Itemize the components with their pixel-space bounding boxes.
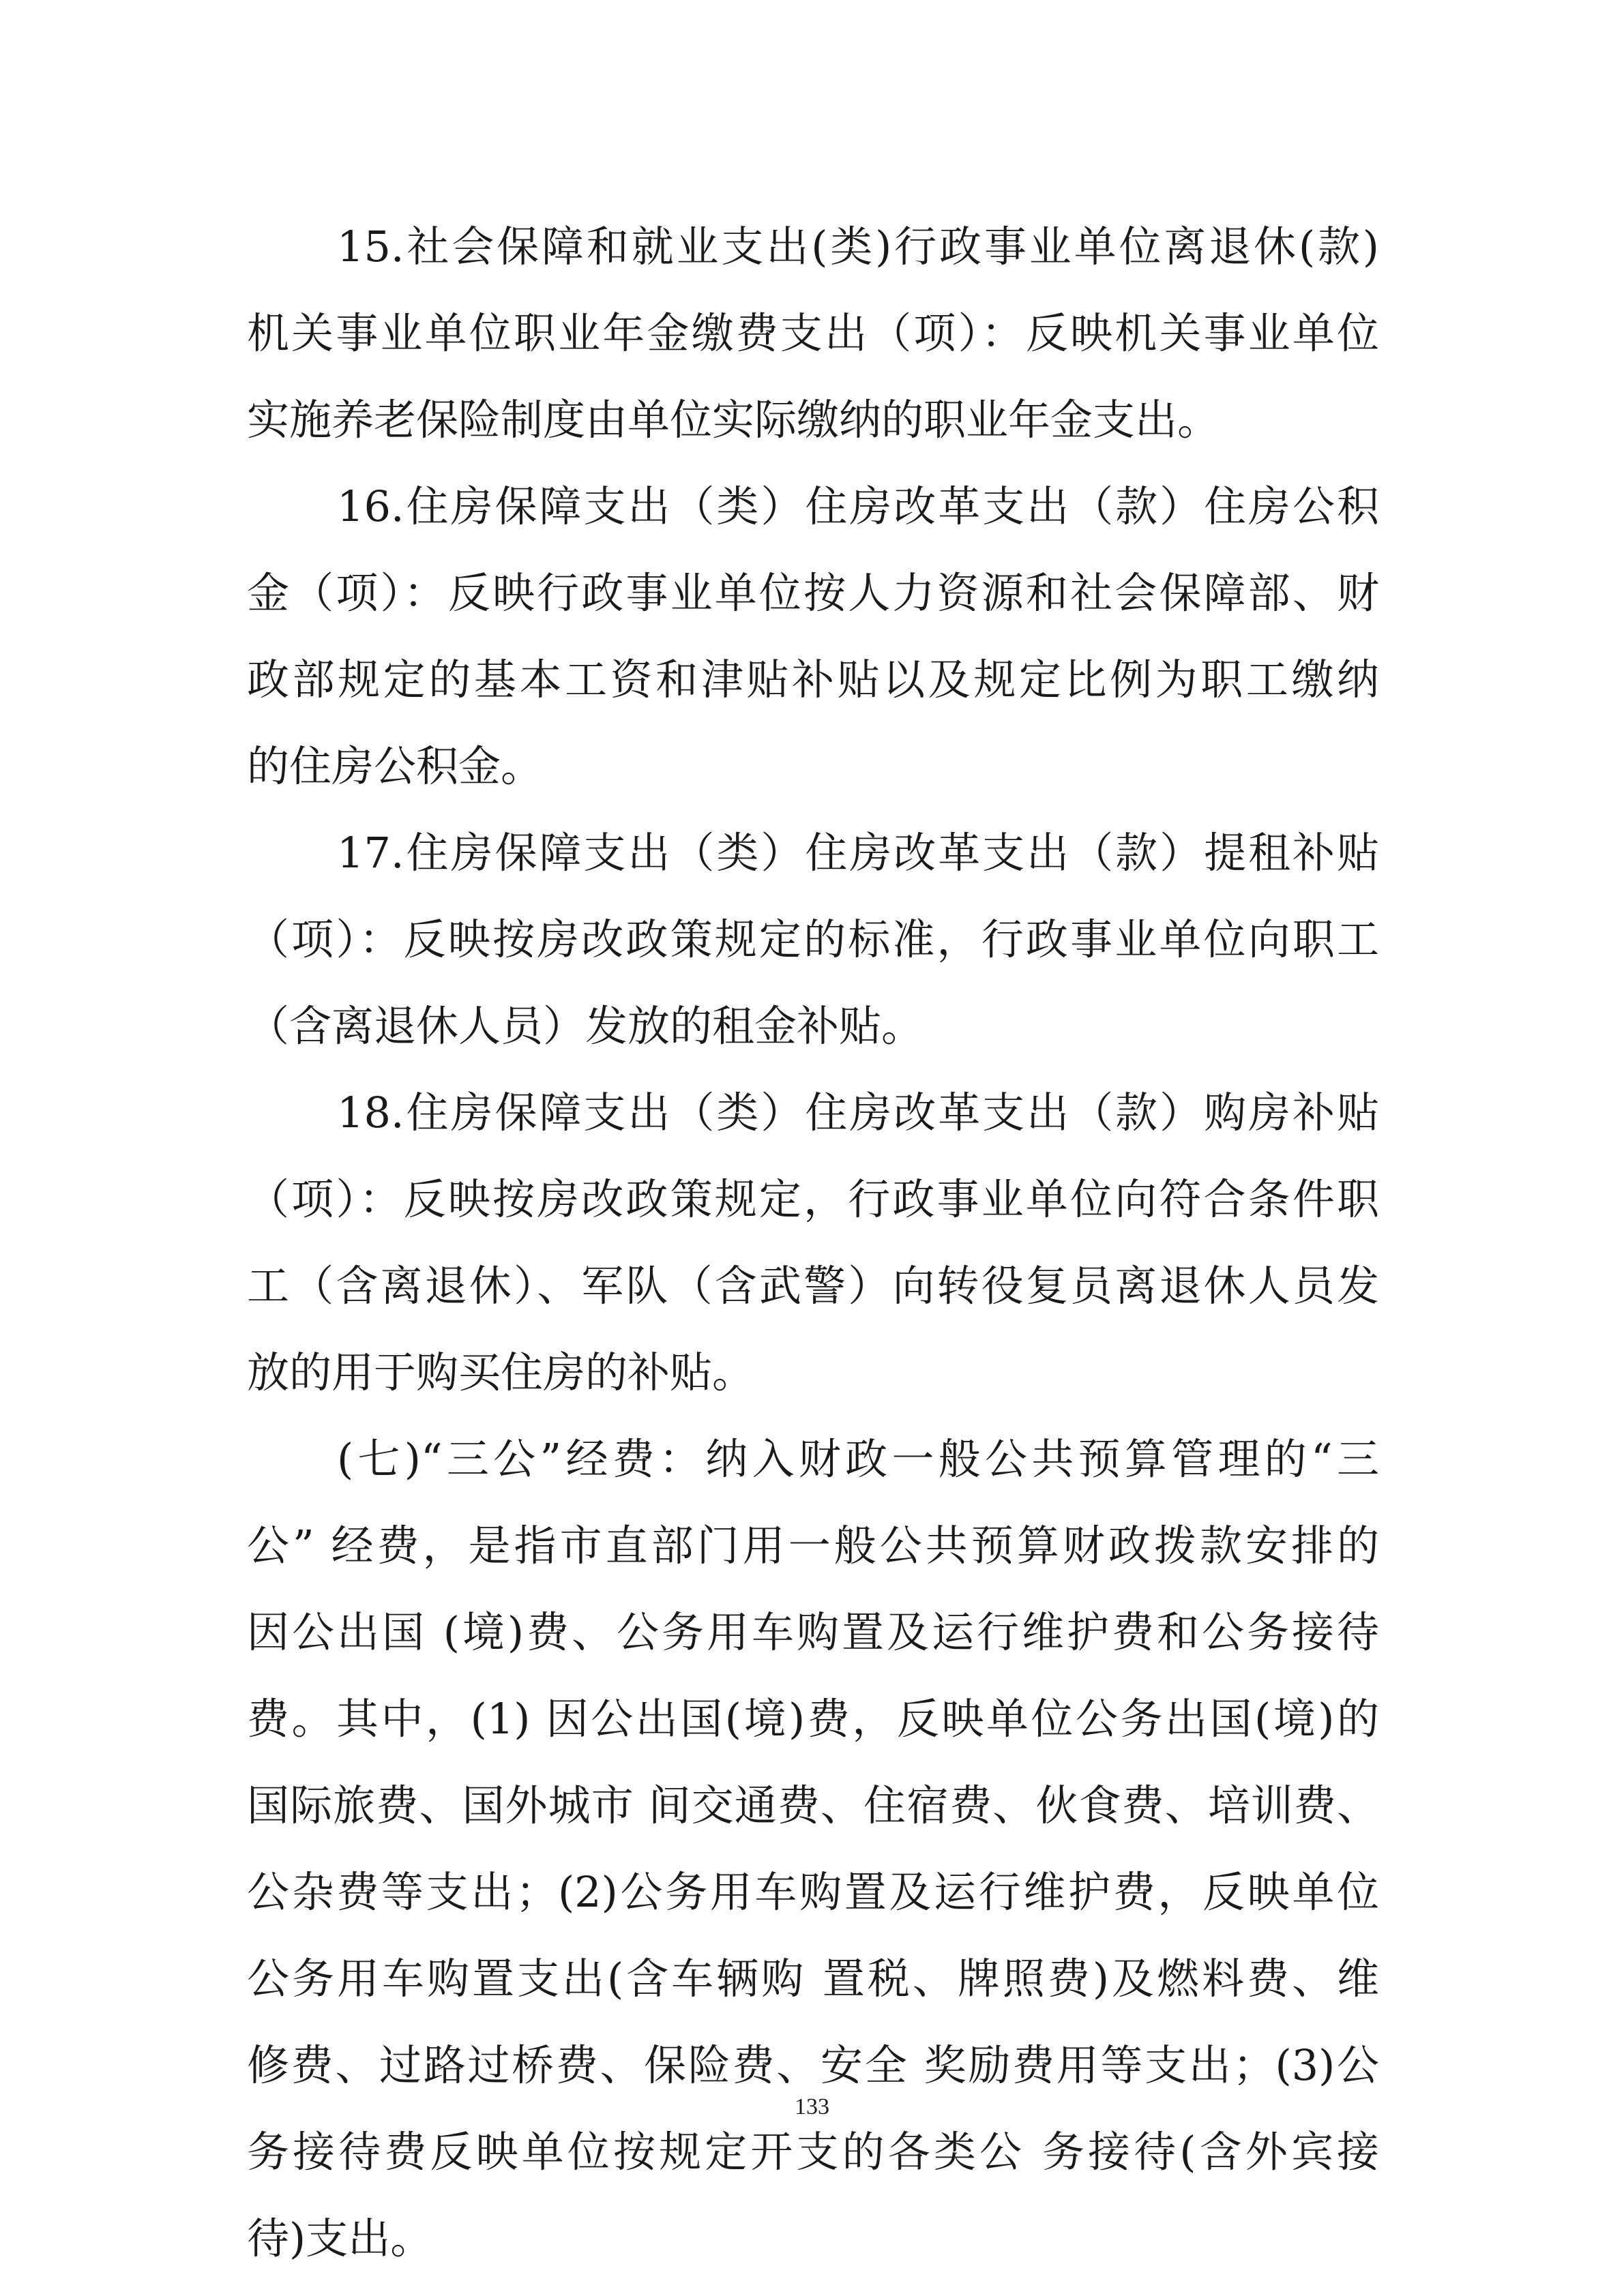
paragraph-16-line-3: 政部规定的基本工资和津贴补贴以及规定比例为职工缴纳 <box>247 655 1379 704</box>
paragraph-15-line-2: 机关事业单位职业年金缴费支出（项）：反映机关事业单位 <box>247 308 1379 358</box>
paragraph-16-line-4: 的住房公积金。 <box>247 741 544 791</box>
paragraph-17-line-2: （项）：反映按房改政策规定的标准，行政事业单位向职工 <box>247 914 1379 964</box>
section-7-line-7: 公务用车购置支出(含车辆购 置税、牌照费)及燃料费、维 <box>247 1954 1379 2003</box>
paragraph-17-line-1: 17.住房保障支出（类）住房改革支出（款）提租补贴 <box>337 828 1379 878</box>
paragraph-15-line-1: 15.社会保障和就业支出(类)行政事业单位离退休(款) <box>337 222 1379 271</box>
section-7-line-10: 待)支出。 <box>247 2213 433 2263</box>
paragraph-18-line-1: 18.住房保障支出（类）住房改革支出（款）购房补贴 <box>337 1088 1379 1137</box>
paragraph-17-line-3: （含离退休人员）发放的租金补贴。 <box>247 1001 924 1051</box>
section-7-line-2: 公” 经费，是指市直部门用一般公共预算财政拨款安排的 <box>247 1521 1379 1570</box>
section-7-line-8: 修费、过路过桥费、保险费、安全 奖励费用等支出；(3)公 <box>247 2040 1379 2090</box>
paragraph-18-line-2: （项）：反映按房改政策规定，行政事业单位向符合条件职 <box>247 1174 1379 1224</box>
section-7-line-6: 公杂费等支出；(2)公务用车购置及运行维护费，反映单位 <box>247 1867 1379 1917</box>
section-7-line-1: (七)“三公”经费：纳入财政一般公共预算管理的“三 <box>337 1434 1379 1484</box>
section-7-line-9: 务接待费反映单位按规定开支的各类公 务接待(含外宾接 <box>247 2127 1379 2177</box>
paragraph-15-line-3: 实施养老保险制度由单位实际缴纳的职业年金支出。 <box>247 395 1220 445</box>
paragraph-16-line-2: 金（项）：反映行政事业单位按人力资源和社会保障部、财 <box>247 568 1379 618</box>
paragraph-18-line-4: 放的用于购买住房的补贴。 <box>247 1347 755 1397</box>
paragraph-18-line-3: 工（含离退休）、军队（含武警）向转役复员离退休人员发 <box>247 1261 1379 1311</box>
section-7-line-4: 费。其中，(1) 因公出国(境)费，反映单位公务出国(境)的 <box>247 1694 1379 1744</box>
page-number: 133 <box>795 2094 829 2119</box>
section-7-line-3: 因公出国 (境)费、公务用车购置及运行维护费和公务接待 <box>247 1607 1379 1657</box>
paragraph-16-line-1: 16.住房保障支出（类）住房改革支出（款）住房公积 <box>337 481 1379 531</box>
section-7-line-5: 国际旅费、国外城市 间交通费、住宿费、伙食费、培训费、 <box>247 1780 1379 1830</box>
